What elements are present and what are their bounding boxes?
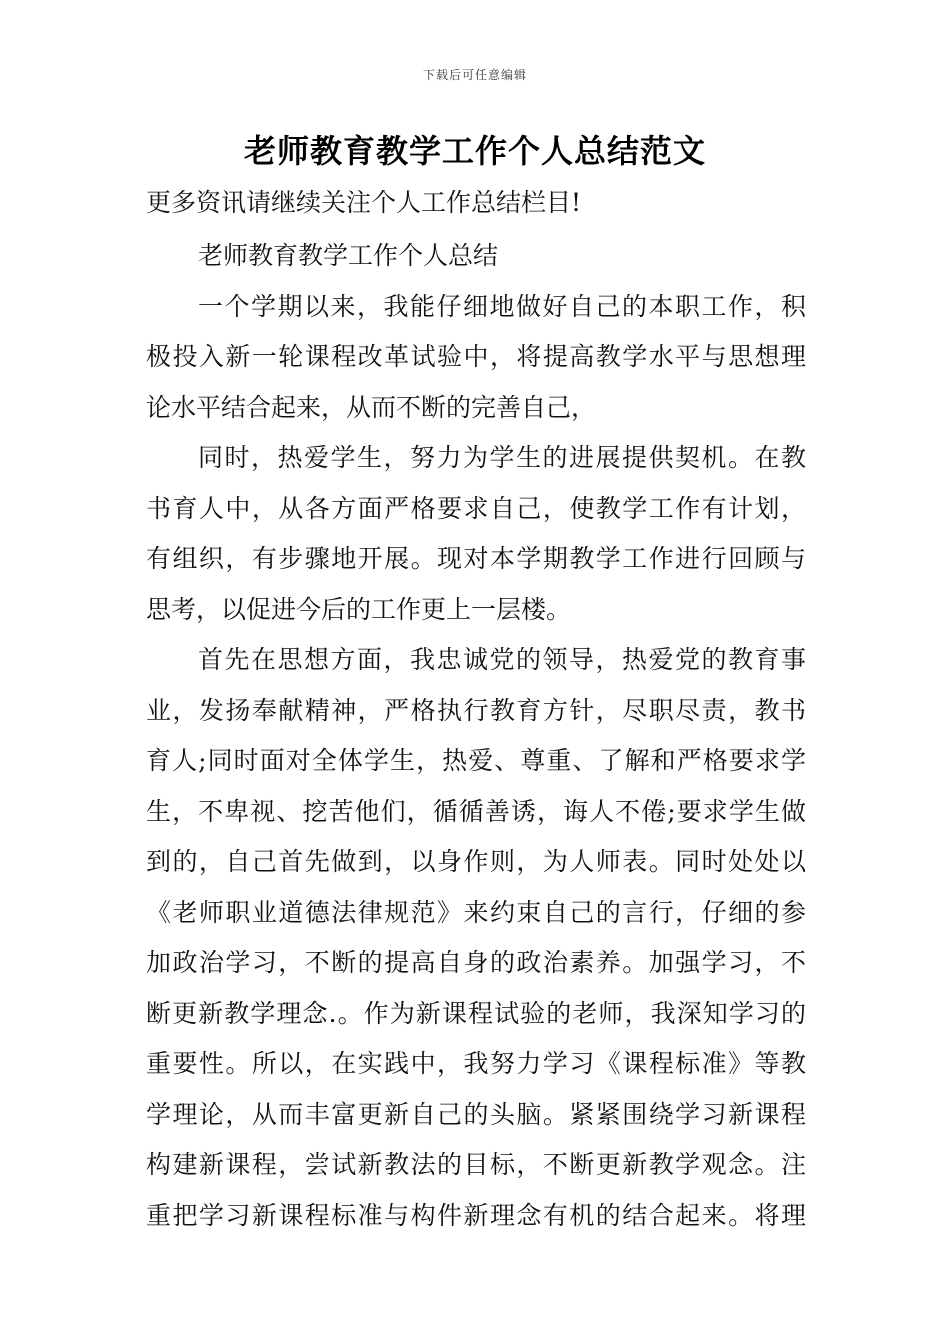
text-line: 重把学习新课程标准与构件新理念有机的结合起来。将理 xyxy=(146,1200,806,1230)
text-line: 有组织，有步骤地开展。现对本学期教学工作进行回顾与 xyxy=(146,544,806,573)
text-line: 加政治学习，不断的提高自身的政治素养。加强学习，不 xyxy=(146,948,806,977)
text-line: 业，发扬奉献精神，严格执行教育方针，尽职尽责，教书 xyxy=(146,695,806,725)
text-line: 《老师职业道德法律规范》来约束自己的言行，仔细的参 xyxy=(146,897,806,927)
text-line: 断更新教学理念.。作为新课程试验的老师，我深知学习的 xyxy=(146,998,806,1028)
intro-line: 更多资讯请继续关注个人工作总结栏目! xyxy=(146,188,582,217)
text-line: 构建新课程，尝试新教法的目标，不断更新教学观念。注 xyxy=(146,1150,806,1179)
text-line: 学理论，从而丰富更新自己的头脑。紧紧围绕学习新课程 xyxy=(146,1099,806,1129)
text-line: 一个学期以来，我能仔细地做好自己的本职工作，积 xyxy=(198,291,806,321)
text-line: 重要性。所以，在实践中，我努力学习《课程标准》等教 xyxy=(146,1049,806,1078)
text-line: 生，不卑视、挖苦他们，循循善诱，诲人不倦;要求学生做 xyxy=(146,796,806,826)
text-line: 首先在思想方面，我忠诚党的领导，热爱党的教育事 xyxy=(198,645,806,674)
text-line: 书育人中，从各方面严格要求自己，使教学工作有计划， xyxy=(146,493,806,523)
text-line: 育人;同时面对全体学生，热爱、尊重、了解和严格要求学 xyxy=(146,746,806,775)
text-line: 思考，以促进今后的工作更上一层楼。 xyxy=(146,594,572,624)
text-line: 到的，自己首先做到，以身作则，为人师表。同时处处以 xyxy=(146,847,806,876)
text-line: 同时，热爱学生，努力为学生的进展提供契机。在教 xyxy=(198,443,806,472)
header-note: 下载后可任意编辑 xyxy=(422,68,527,82)
text-line: 极投入新一轮课程改革试验中，将提高教学水平与思想理 xyxy=(146,342,806,371)
body-text xyxy=(146,231,806,1241)
text-line: 论水平结合起来，从而不断的完善自己， xyxy=(146,392,597,422)
text-line: 老师教育教学工作个人总结 xyxy=(198,241,499,270)
document-title: 老师教育教学工作个人总结范文 xyxy=(243,132,706,170)
